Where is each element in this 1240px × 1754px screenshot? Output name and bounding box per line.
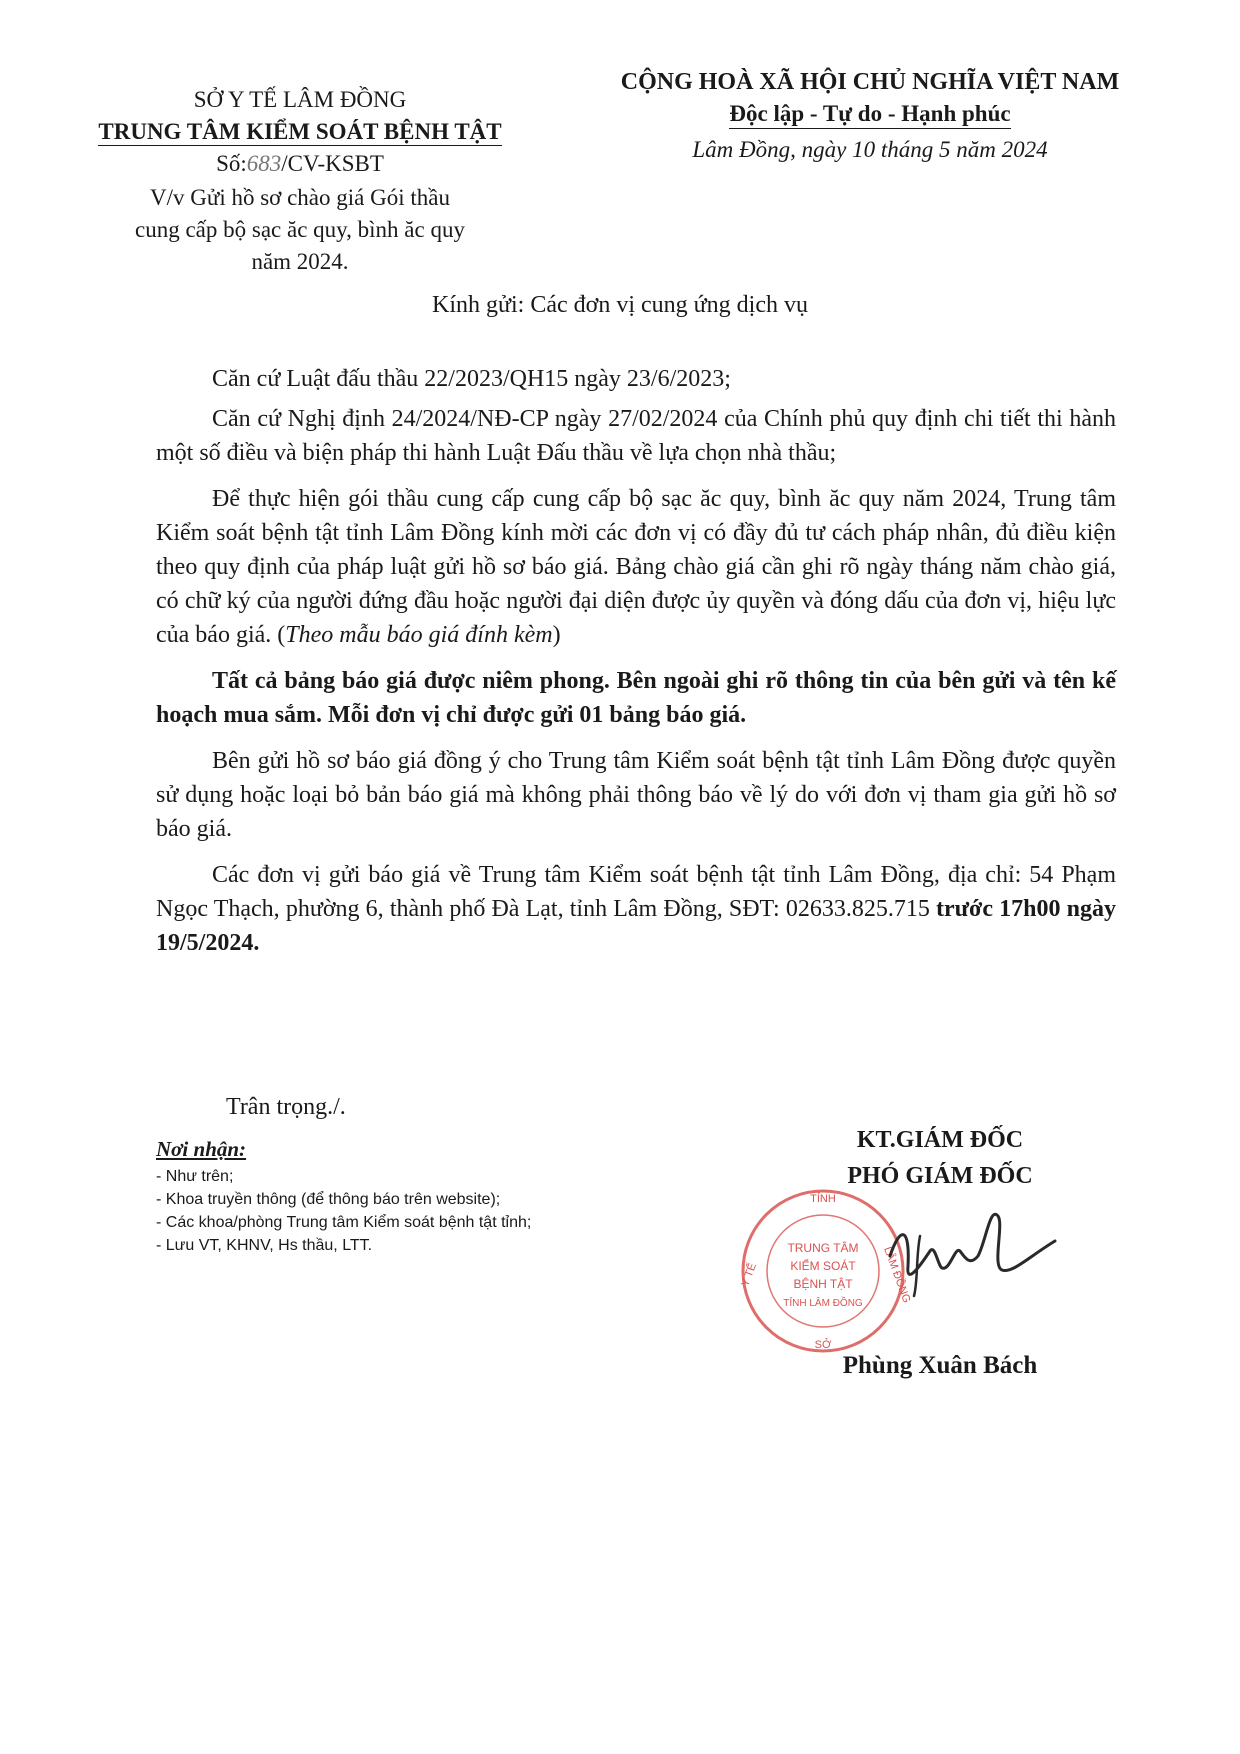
svg-text:SỞ: SỞ: [814, 1339, 832, 1351]
handwritten-doc-number: 683: [246, 151, 282, 176]
national-motto: Độc lập - Tự do - Hạnh phúc: [729, 100, 1010, 129]
organization-name: TRUNG TÂM KIỂM SOÁT BỆNH TẬT: [98, 119, 502, 144]
recipient-line: Kính gửi: Các đơn vị cung ứng dịch vụ: [432, 292, 808, 318]
svg-text:TỈNH: TỈNH: [810, 1193, 836, 1205]
recipient-item: - Như trên;: [156, 1168, 234, 1185]
body-paragraph-5: Bên gửi hồ sơ báo giá đồng ý cho Trung tâm Kiểm soát bệnh tật tỉnh Lâm Đồng được quyền sử dụng hoặc loại bỏ bản báo giá mà không phải thông báo về lý do với đơn vị tham gia gửi hồ sơ báo giá.: [156, 748, 1116, 842]
svg-text:TRUNG TÂM: TRUNG TÂM: [787, 1241, 859, 1255]
body-paragraph-4: Tất cả bảng báo giá được niêm phong. Bên ngoài ghi rõ thông tin của bên gửi và tên kế hoạch mua sắm. Mỗi đơn vị chỉ được gửi 01 bảng báo giá.: [156, 668, 1116, 728]
nation-title: CỘNG HOÀ XÃ HỘI CHỦ NGHĨA VIỆT NAM: [620, 69, 1120, 95]
signer-name: Phùng Xuân Bách: [842, 1352, 1038, 1379]
svg-text:BỆNH TẬT: BỆNH TẬT: [793, 1277, 853, 1291]
body-paragraph-6: Các đơn vị gửi báo giá về Trung tâm Kiểm soát bệnh tật tỉnh Lâm Đồng, địa chỉ: 54 Phạm Ngọc Thạch, phường 6, thành phố Đà Lạt, tỉnh Lâm Đồng, SĐT: 02633.825.715 trước 17h00 ngày 19/5/2024.: [156, 862, 1116, 956]
body-paragraph-1: Căn cứ Luật đấu thầu 22/2023/QH15 ngày 23/6/2023;: [212, 366, 731, 392]
authority-name: SỞ Y TẾ LÂM ĐỒNG: [193, 87, 407, 112]
national-header: [590, 66, 1150, 166]
signature-block-title: KT.GIÁM ĐỐC PHÓ GIÁM ĐỐC: [847, 1127, 1033, 1189]
svg-text:LÂM ĐỒNG: LÂM ĐỒNG: [881, 1245, 913, 1305]
document-number: Số:683/CV-KSBT: [216, 151, 384, 176]
handwritten-day: 10: [852, 137, 876, 162]
letter-body: [156, 362, 1116, 972]
handwritten-signature: [880, 1196, 1060, 1316]
recipient-item: - Các khoa/phòng Trung tâm Kiểm soát bệnh tật tỉnh;: [156, 1214, 532, 1231]
recipient-item: - Lưu VT, KHNV, Hs thầu, LTT.: [156, 1237, 373, 1254]
closing-regards: Trân trọng./.: [226, 1094, 346, 1120]
document-subject: V/v Gửi hồ sơ chào giá Gói thầu cung cấp bộ sạc ăc quy, bình ăc quy năm 2024.: [135, 185, 465, 274]
sender-header: [90, 84, 510, 278]
recipients-list: [156, 1138, 716, 1257]
svg-text:Y TẾ: Y TẾ: [739, 1261, 759, 1289]
recipient-item: - Khoa truyền thông (để thông báo trên website);: [156, 1191, 501, 1208]
svg-text:TỈNH LÂM ĐỒNG: TỈNH LÂM ĐỒNG: [783, 1298, 863, 1309]
svg-text:KIỂM SOÁT: KIỂM SOÁT: [790, 1259, 856, 1273]
issue-date: Lâm Đồng, ngày 10 tháng 5 năm 2024: [692, 137, 1048, 162]
body-paragraph-3: Để thực hiện gói thầu cung cấp cung cấp bộ sạc ăc quy, bình ăc quy năm 2024, Trung tâm Kiểm soát bệnh tật tỉnh Lâm Đồng kính mời các đơn vị có đầy đủ tư cách pháp nhân, đủ điều kiện theo quy định của pháp luật gửi hồ sơ báo giá. Bảng chào giá cần ghi rõ ngày tháng năm chào giá, có chữ ký của người đứng đầu hoặc người đại diện được ủy quyền và đóng dấu của đơn vị, hiệu lực của báo giá. (Theo mẫu báo giá đính kèm): [156, 486, 1116, 648]
recipients-title: Nơi nhận:: [156, 1137, 247, 1161]
body-paragraph-2: Căn cứ Nghị định 24/2024/NĐ-CP ngày 27/02/2024 của Chính phủ quy định chi tiết thi hành một số điều và biện pháp thi hành Luật Đấu thầu về lựa chọn nhà thầu;: [156, 406, 1116, 466]
